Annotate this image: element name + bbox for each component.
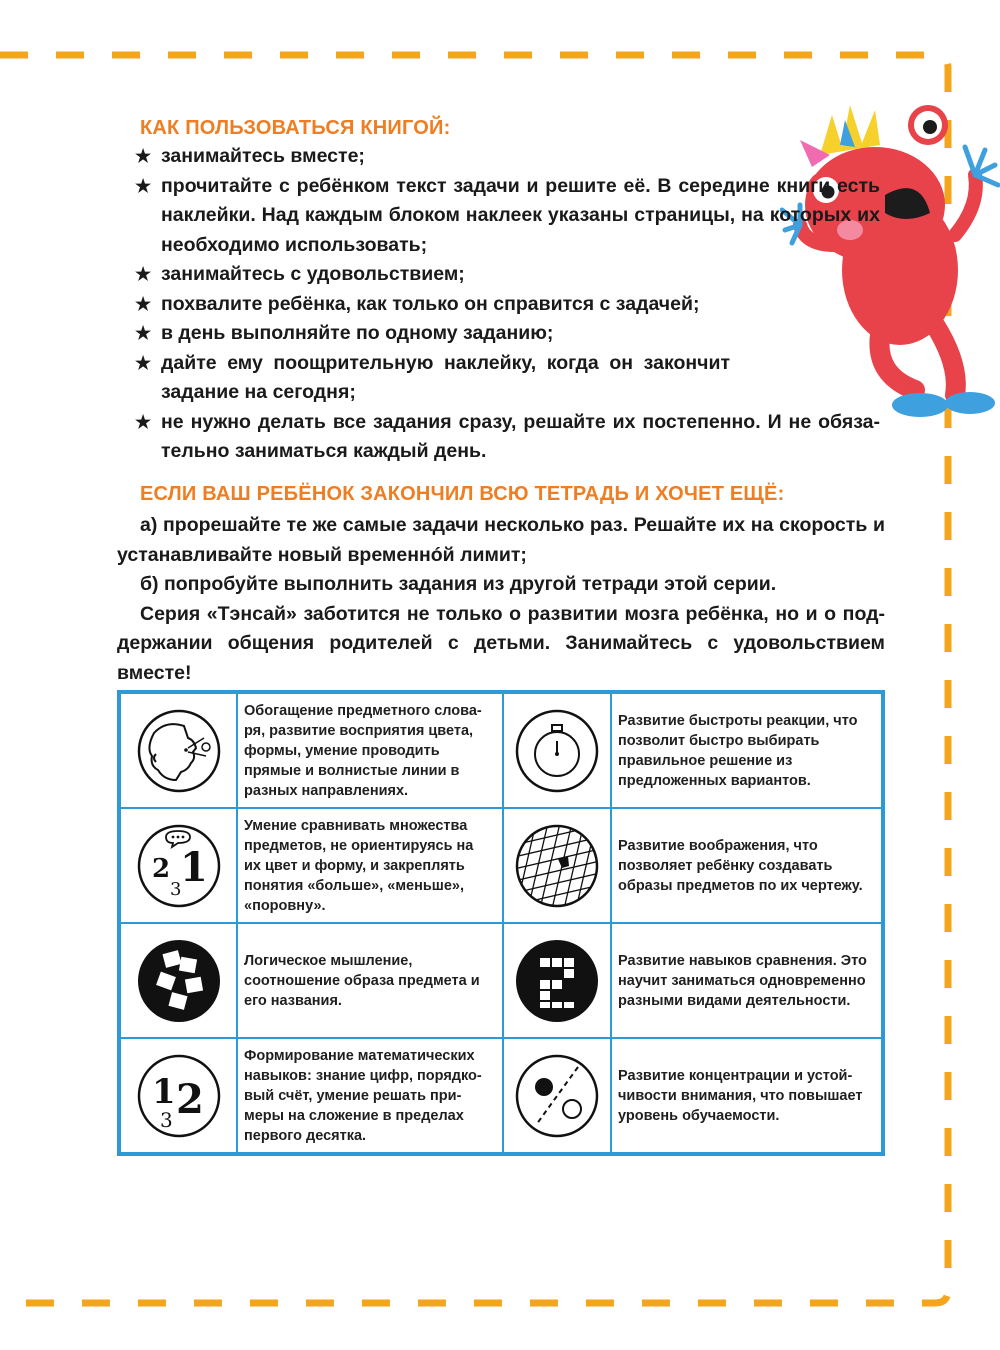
numbers-123-icon: [136, 1053, 222, 1139]
list-item: ★ не нужно делать все задания сразу, решайте их постепенно. И не обязательно заниматься каждый день.: [135, 408, 880, 467]
table-icon-cell: [503, 923, 611, 1038]
paragraph: Серия «Тэнсай» заботится не только о развитии мозга ребёнка, но и о поддержании общения родителей с детьми. Занимайтесь с удовольствием вместе!: [117, 602, 885, 684]
list-item: ★ занимайтесь с удовольствием;: [135, 260, 880, 290]
list-item: ★ дайте ему поощрительную наклейку, когда он закончит задание на сегодня;: [135, 349, 880, 408]
star-bullet-icon: ★: [135, 175, 152, 196]
list-item: ★ похвалите ребёнка, как только он справится с задачей;: [135, 290, 880, 320]
section-heading-finished-book: ЕСЛИ ВАШ РЕБЁНОК ЗАКОНЧИЛ ВСЮ ТЕТРАДЬ И ХОЧЕТ ЕЩЁ:: [140, 483, 785, 505]
table-text-cell: Развитие концентрации и устойчивости внимания, что повышает уровень обучаемости.: [611, 1038, 882, 1153]
list-item: ★ прочитайте с ребёнком текст задачи и решите её. В середине книги есть наклейки. Над каждым блоком наклеек указаны страницы, на которых их необходимо использовать;: [135, 172, 880, 261]
counting-dialog-icon: [136, 823, 222, 909]
star-bullet-icon: ★: [135, 264, 152, 284]
list-item: ★ занимайтесь вместе;: [135, 142, 880, 172]
table-icon-cell: [503, 693, 611, 808]
svg-text:1: 1: [179, 843, 208, 891]
svg-text:1: 1: [151, 1071, 176, 1112]
tips-list: [135, 142, 880, 467]
table-text-cell: Развитие воображения, что позволяет ребёнку создавать образы предметов по их чертежу.: [611, 808, 882, 923]
svg-text:3: 3: [159, 1107, 173, 1132]
svg-text:2: 2: [151, 853, 170, 884]
table-text-cell: Формирование математических навыков: знание цифр, порядковый счёт, умение решать примеры на сложение в пределах первого десятка.: [237, 1038, 503, 1153]
puzzle-pieces-icon: [136, 938, 222, 1024]
child-face-icon: [136, 708, 222, 794]
list-item: ★ в день выполняйте по одному заданию;: [135, 319, 880, 349]
table-icon-cell: [503, 808, 611, 923]
table-text-cell: Развитие быстроты реакции, что позволит быстро выбирать правильное решение из предложенных вариантов.: [611, 693, 882, 808]
star-bullet-icon: ★: [135, 293, 152, 314]
star-bullet-icon: ★: [135, 323, 152, 343]
stopwatch-icon: [514, 708, 600, 794]
table-icon-cell: [120, 693, 237, 808]
dots-split-icon: [514, 1053, 600, 1139]
paragraph: а) прорешайте те же самые задачи несколько раз. Решайте их на скорость и устанавливайте новый временнóй лимит;: [117, 514, 885, 566]
paragraph: б) попробуйте выполнить задания из другой тетради этой серии.: [140, 573, 777, 595]
star-bullet-icon: ★: [135, 411, 152, 432]
table-text-cell: Логическое мышление, соотношение образа предмета и его названия.: [237, 923, 503, 1038]
table-icon-cell: [503, 1038, 611, 1153]
svg-text:3: 3: [169, 878, 181, 900]
section-heading-how-to-use: КАК ПОЛЬЗОВАТЬСЯ КНИГОЙ:: [140, 117, 451, 139]
table-text-cell: Умение сравнивать множества предметов, не ориентируясь на их цвет и форму, и закреплять понятия «больше», «меньше», «поровну».: [237, 808, 503, 923]
grid-globe-icon: [514, 823, 600, 909]
star-bullet-icon: ★: [135, 146, 152, 166]
skills-table: [117, 690, 885, 1156]
table-text-cell: Обогащение предметного словаря, развитие восприятия цвета, формы, умение проводить прямые и волнистые линии в разных направлениях.: [237, 693, 503, 808]
table-icon-cell: [120, 1038, 237, 1153]
table-icon-cell: [120, 808, 237, 923]
table-icon-cell: [120, 923, 237, 1038]
advice-paragraphs: [117, 511, 885, 688]
svg-text:2: 2: [175, 1075, 204, 1123]
table-text-cell: Развитие навыков сравнения. Это научит заниматься одновременно разными видами деятельности.: [611, 923, 882, 1038]
star-bullet-icon: ★: [135, 352, 152, 373]
block-pattern-icon: [514, 938, 600, 1024]
